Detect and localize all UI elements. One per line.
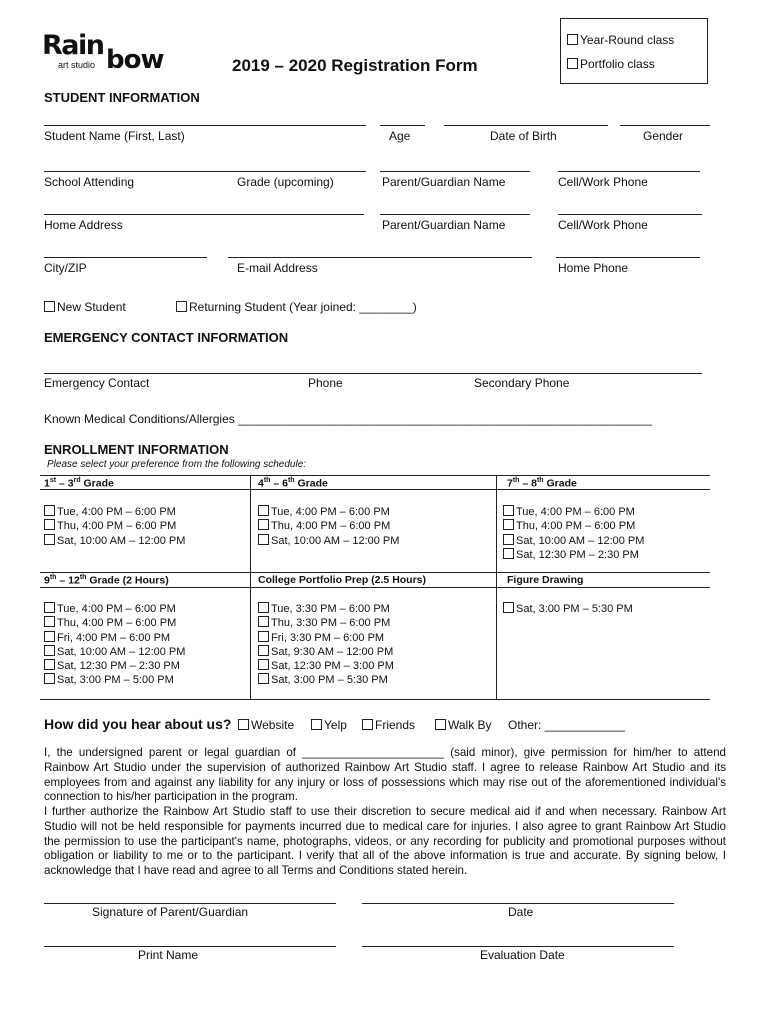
address-label: Home Address — [44, 218, 123, 232]
schedule-checkbox[interactable] — [258, 534, 269, 545]
hear-friends-option[interactable] — [362, 718, 415, 732]
hdr-part: 9 — [44, 574, 50, 587]
schedule-col5 — [258, 602, 394, 688]
schedule-label: Tue, 4:00 PM – 6:00 PM — [57, 506, 176, 518]
hdr-part: Grade — [294, 477, 328, 490]
schedule-option[interactable] — [44, 505, 185, 519]
date-label: Date — [508, 905, 534, 919]
hdr-part: th — [263, 477, 271, 484]
schedule-checkbox[interactable] — [44, 519, 55, 530]
schedule-col1 — [44, 505, 185, 548]
hdr-part: st — [49, 477, 57, 484]
logo — [42, 30, 176, 78]
schedule-label: Fri, 4:00 PM – 6:00 PM — [57, 631, 171, 644]
schedule-checkbox[interactable] — [258, 645, 269, 656]
col-header-figure-drawing: Figure Drawing — [507, 574, 584, 586]
evaluation-date-label: Evaluation Date — [480, 948, 565, 962]
hdr-part: 4 — [258, 477, 264, 490]
schedule-label: Thu, 4:00 PM – 6:00 PM — [271, 520, 391, 533]
emergency-heading: EMERGENCY CONTACT INFORMATION — [44, 330, 289, 345]
col-header-grades-9-12 — [44, 574, 169, 587]
hdr-part: th — [512, 477, 520, 484]
schedule-label: Tue, 4:00 PM – 6:00 PM — [57, 603, 176, 615]
col-header-grades-1-3 — [44, 477, 114, 490]
schedule-checkbox[interactable] — [258, 616, 269, 627]
schedule-checkbox[interactable] — [44, 534, 55, 545]
signature-label: Signature of Parent/Guardian — [92, 905, 249, 919]
hear-walkby-checkbox[interactable] — [435, 719, 446, 730]
hear-website-label: Website — [251, 718, 295, 732]
hear-walkby-label: Walk By — [448, 718, 492, 732]
hdr-part: th — [49, 574, 57, 581]
phone1-field[interactable] — [558, 171, 700, 172]
hear-website-option[interactable] — [238, 718, 294, 732]
address-field[interactable] — [44, 214, 364, 215]
emergency-contact-field[interactable] — [44, 373, 702, 374]
schedule-label: Tue, 4:00 PM – 6:00 PM — [271, 506, 390, 518]
schedule-label: Thu, 3:30 PM – 6:00 PM — [271, 617, 391, 630]
logo-bow: bow — [106, 45, 164, 75]
phone1-label: Cell/Work Phone — [558, 175, 648, 189]
schedule-option[interactable] — [258, 519, 399, 533]
schedule-label: Thu, 4:00 PM – 6:00 PM — [57, 520, 177, 533]
hdr-part: – 12 — [56, 574, 80, 587]
schedule-option[interactable] — [44, 631, 185, 645]
gender-field[interactable] — [620, 125, 710, 126]
schedule-option[interactable] — [503, 534, 644, 548]
new-student-option[interactable] — [44, 300, 126, 314]
returning-student-checkbox[interactable] — [176, 301, 187, 312]
schedule-checkbox[interactable] — [503, 548, 514, 559]
hear-website-checkbox[interactable] — [238, 719, 249, 730]
hdr-part: th — [287, 477, 295, 484]
schedule-label: Sat, 12:30 PM – 3:00 PM — [271, 660, 394, 673]
col-header-portfolio-prep: College Portfolio Prep (2.5 Hours) — [258, 574, 427, 586]
portfolio-option[interactable] — [567, 57, 655, 71]
schedule-label: Sat, 10:00 AM – 12:00 PM — [516, 534, 645, 547]
logo-rain: Rain — [42, 30, 104, 61]
age-field[interactable] — [380, 125, 425, 126]
guardian1-label: Parent/Guardian Name — [382, 175, 506, 189]
schedule-option[interactable] — [258, 616, 394, 630]
hdr-part: 7 — [507, 477, 513, 490]
email-label: E-mail Address — [237, 261, 318, 275]
schedule-label: Sat, 10:00 AM – 12:00 PM — [57, 534, 186, 547]
schedule-label: Sat, 3:00 PM – 5:30 PM — [516, 603, 633, 615]
schedule-option[interactable] — [258, 602, 394, 616]
schedule-label: Sat, 3:00 PM – 5:30 PM — [271, 674, 388, 687]
hear-yelp-checkbox[interactable] — [311, 719, 322, 730]
cityzip-field[interactable] — [44, 257, 207, 258]
schedule-checkbox[interactable] — [44, 631, 55, 642]
email-field[interactable] — [228, 257, 532, 258]
divider — [40, 587, 710, 588]
schedule-checkbox[interactable] — [258, 631, 269, 642]
phone2-label: Cell/Work Phone — [558, 218, 648, 232]
hear-friends-label: Friends — [375, 718, 416, 732]
hdr-part: 1 — [44, 477, 50, 490]
hear-friends-checkbox[interactable] — [362, 719, 373, 730]
consent-paragraph-2: I further authorize the Rainbow Art Studio staff to use their discretion to secure medical aid if and when necessary. Rainbow Art Studio will not be held responsible for payments incurred due to medical care for injuries. I also agree to grant Rainbow Art Studio the permission to use the participant's name, photographs, videos, or any recording for publicity and promotional purposes without obligation or liability to me or to the participant. I verify that all of the above information is true and accurate. By signing below, I acknowledge that I have read and agree to all Terms and Conditions stated herein. — [44, 805, 726, 878]
logo-art-studio: art studio — [58, 60, 96, 70]
age-label: Age — [389, 129, 411, 143]
student-info-heading: STUDENT INFORMATION — [44, 90, 200, 105]
schedule-checkbox[interactable] — [258, 505, 269, 516]
hdr-part: Grade (2 Hours) — [86, 574, 169, 587]
print-name-field[interactable] — [44, 946, 336, 947]
schedule-option[interactable] — [44, 519, 185, 533]
cityzip-label: City/ZIP — [44, 261, 87, 275]
hdr-part: – 6 — [270, 477, 288, 490]
schedule-checkbox[interactable] — [44, 673, 55, 684]
schedule-option[interactable] — [503, 548, 644, 562]
year-round-checkbox[interactable] — [567, 34, 578, 45]
enrollment-instruction: Please select your preference from the following schedule: — [47, 459, 307, 470]
schedule-label: Sat, 3:00 PM – 5:00 PM — [57, 674, 174, 687]
returning-student-label: Returning Student (Year joined: ________) — [189, 300, 417, 314]
schedule-checkbox[interactable] — [503, 602, 514, 613]
signature-field[interactable] — [44, 903, 336, 904]
hdr-part: – 8 — [519, 477, 537, 490]
col-header-grades-7-8 — [507, 477, 577, 490]
schedule-label: Tue, 3:30 PM – 6:00 PM — [271, 603, 390, 615]
schedule-checkbox[interactable] — [258, 673, 269, 684]
hdr-part: Grade — [80, 477, 114, 490]
year-round-option[interactable] — [567, 33, 674, 47]
emergency-phone-label: Phone — [308, 376, 343, 390]
print-name-label: Print Name — [138, 948, 199, 962]
new-student-label: New Student — [57, 300, 126, 314]
hear-question: How did you hear about us? — [44, 716, 232, 732]
homephone-label: Home Phone — [558, 261, 629, 275]
hdr-part: th — [536, 477, 544, 484]
form-title: 2019 – 2020 Registration Form — [232, 56, 478, 75]
schedule-option[interactable] — [258, 659, 394, 673]
schedule-option[interactable] — [44, 659, 185, 673]
guardian2-label: Parent/Guardian Name — [382, 218, 506, 232]
schedule-label: Thu, 4:00 PM – 6:00 PM — [57, 617, 177, 630]
enrollment-heading: ENROLLMENT INFORMATION — [44, 442, 229, 457]
schedule-checkbox[interactable] — [44, 645, 55, 656]
school-label: School Attending — [44, 175, 135, 189]
schedule-option[interactable] — [503, 602, 633, 616]
schedule-col3 — [503, 505, 644, 562]
schedule-checkbox[interactable] — [258, 519, 269, 530]
schedule-label: Sat, 12:30 PM – 2:30 PM — [57, 660, 180, 673]
grade-label: Grade (upcoming) — [237, 175, 334, 189]
schedule-checkbox[interactable] — [503, 534, 514, 545]
col-header-grades-4-6 — [258, 477, 328, 490]
school-field[interactable] — [44, 171, 366, 172]
medical-conditions-field[interactable]: Known Medical Conditions/Allergies ______________________________________________________________ — [44, 412, 652, 426]
evaluation-date-field[interactable] — [362, 946, 674, 947]
new-student-checkbox[interactable] — [44, 301, 55, 312]
schedule-option[interactable] — [258, 534, 399, 548]
year-round-label: Year-Round class — [580, 33, 675, 47]
schedule-checkbox[interactable] — [258, 659, 269, 670]
schedule-option[interactable] — [503, 519, 644, 533]
schedule-checkbox[interactable] — [44, 659, 55, 670]
schedule-option[interactable] — [44, 645, 185, 659]
phone2-field[interactable] — [558, 214, 702, 215]
schedule-label: Tue, 4:00 PM – 6:00 PM — [516, 506, 635, 518]
gender-label: Gender — [643, 129, 684, 143]
schedule-option[interactable] — [503, 505, 644, 519]
schedule-checkbox[interactable] — [503, 505, 514, 516]
schedule-col2 — [258, 505, 399, 548]
schedule-option[interactable] — [258, 631, 394, 645]
portfolio-label: Portfolio class — [580, 57, 655, 71]
dob-label: Date of Birth — [490, 129, 557, 143]
hdr-part: rd — [73, 477, 81, 484]
schedule-option[interactable] — [258, 673, 394, 687]
returning-student-option[interactable] — [176, 300, 417, 314]
schedule-checkbox[interactable] — [44, 616, 55, 627]
divider — [40, 572, 710, 573]
date-field[interactable] — [362, 903, 674, 904]
homephone-field[interactable] — [556, 257, 700, 258]
schedule-label: Sat, 12:30 PM – 2:30 PM — [516, 548, 639, 561]
hear-yelp-option[interactable] — [311, 718, 347, 732]
student-name-label: Student Name (First, Last) — [44, 129, 185, 143]
hear-walkby-option[interactable] — [435, 718, 492, 732]
emergency-contact-label: Emergency Contact — [44, 376, 150, 390]
hdr-part: – 3 — [56, 477, 74, 490]
schedule-option[interactable] — [44, 602, 185, 616]
schedule-label: Fri, 3:30 PM – 6:00 PM — [271, 631, 385, 644]
dob-field[interactable] — [444, 125, 608, 126]
guardian1-field[interactable] — [380, 171, 530, 172]
schedule-table — [40, 475, 710, 700]
student-name-field[interactable] — [44, 125, 366, 126]
hdr-part: Grade — [543, 477, 577, 490]
hdr-part: th — [79, 574, 87, 581]
schedule-checkbox[interactable] — [44, 505, 55, 516]
schedule-option[interactable] — [44, 673, 185, 687]
secondary-phone-label: Secondary Phone — [474, 376, 570, 390]
class-option-box — [560, 18, 708, 84]
schedule-label: Sat, 10:00 AM – 12:00 PM — [57, 645, 186, 658]
schedule-option[interactable] — [258, 505, 399, 519]
schedule-option[interactable] — [44, 616, 185, 630]
schedule-label: Thu, 4:00 PM – 6:00 PM — [516, 520, 636, 533]
divider — [40, 489, 710, 490]
schedule-checkbox[interactable] — [258, 602, 269, 613]
schedule-label: Sat, 9:30 AM – 12:00 PM — [271, 645, 394, 658]
schedule-col4 — [44, 602, 185, 688]
schedule-checkbox[interactable] — [44, 602, 55, 613]
schedule-label: Sat, 10:00 AM – 12:00 PM — [271, 534, 400, 547]
portfolio-checkbox[interactable] — [567, 58, 578, 69]
hear-other-field[interactable]: Other: ____________ — [508, 718, 625, 732]
hear-yelp-label: Yelp — [324, 718, 347, 732]
guardian2-field[interactable] — [380, 214, 530, 215]
schedule-col6 — [503, 602, 633, 616]
consent-paragraph-1: I, the undersigned parent or legal guardian of ______________________ (said minor), give permission for him/her to attend Rainbow Art Studio under the supervision of authorized Rainbow Art Studio staff. I agree to release Rainbow Art Studio and its employees from and against any liability for any injury or loss of possessions which may rise out of the aforementioned individual's connection to his/her participation in the program. — [44, 746, 726, 804]
schedule-option[interactable] — [44, 534, 185, 548]
schedule-checkbox[interactable] — [503, 519, 514, 530]
schedule-option[interactable] — [258, 645, 394, 659]
